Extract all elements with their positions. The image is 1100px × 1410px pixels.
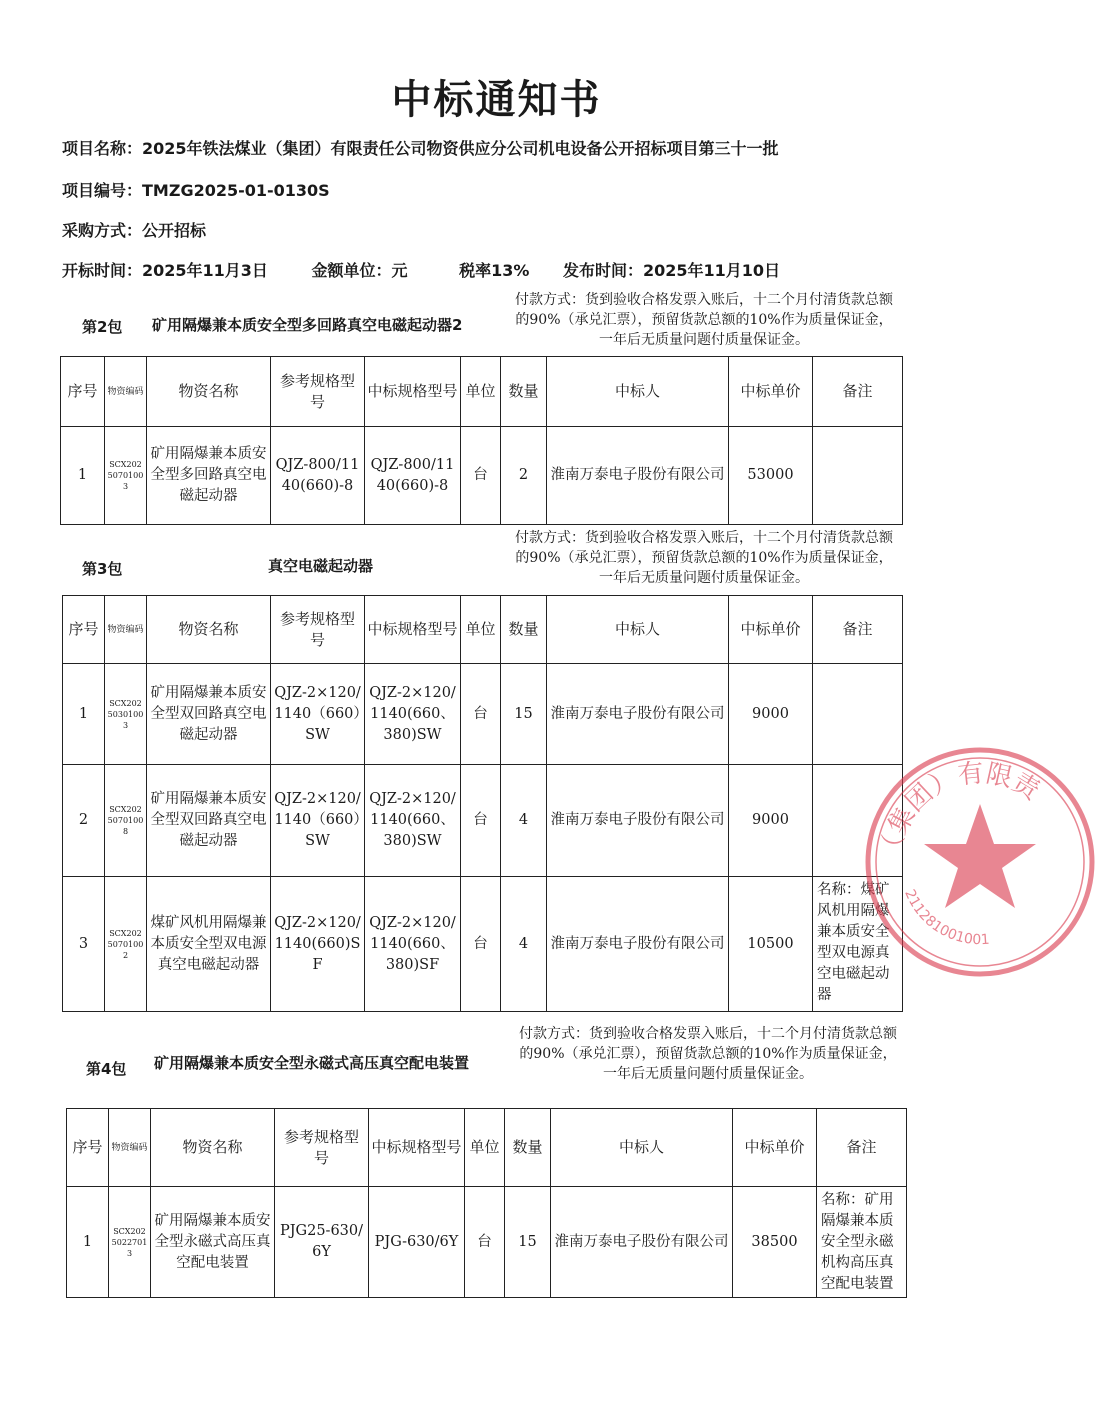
cell-seq: 3 xyxy=(63,877,105,1012)
header-unit: 单位 xyxy=(461,596,501,664)
header-note: 备注 xyxy=(813,357,903,427)
cell-name: 矿用隔爆兼本质安全型永磁式高压真空配电装置 xyxy=(151,1187,275,1298)
header-unit: 单位 xyxy=(465,1109,505,1187)
cell-bid-spec: QJZ-2×120/1140(660、380)SW xyxy=(365,765,461,877)
header-bid-spec: 中标规格型号 xyxy=(365,596,461,664)
header-bid-spec: 中标规格型号 xyxy=(365,357,461,427)
package-4-table xyxy=(66,1108,907,1298)
package-name: 矿用隔爆兼本质安全型多回路真空电磁起动器2 xyxy=(152,316,463,334)
header-bid-spec: 中标规格型号 xyxy=(369,1109,465,1187)
project-number: 项目编号：TMZG2025-01-0130S xyxy=(62,181,330,200)
table-row xyxy=(63,877,903,1012)
cell-qty: 4 xyxy=(501,877,547,1012)
header-name: 物资名称 xyxy=(151,1109,275,1187)
cell-code: SCX20250701008 xyxy=(105,765,147,877)
header-code: 物资编码 xyxy=(109,1109,151,1187)
cell-unit: 台 xyxy=(461,664,501,765)
header-seq: 序号 xyxy=(61,357,105,427)
cell-note xyxy=(817,1187,907,1298)
cell-bid-spec: QJZ-2×120/1140(660、380)SW xyxy=(365,664,461,765)
package-name: 真空电磁起动器 xyxy=(268,557,374,575)
package-number: 第3包 xyxy=(82,560,123,578)
cell-ref-spec: QJZ-800/1140(660)-8 xyxy=(271,427,365,525)
company-seal-stamp xyxy=(860,742,1100,982)
cell-qty: 4 xyxy=(501,765,547,877)
header-code: 物资编码 xyxy=(105,596,147,664)
header-winner: 中标人 xyxy=(547,357,729,427)
table-header-row xyxy=(67,1109,907,1187)
header-qty: 数量 xyxy=(501,357,547,427)
tax-rate: 税率13% xyxy=(459,261,530,280)
table-header-row xyxy=(63,596,903,664)
cell-unit: 台 xyxy=(461,765,501,877)
header-price: 中标单价 xyxy=(729,357,813,427)
cell-price: 38500 xyxy=(733,1187,817,1298)
package-name: 矿用隔爆兼本质安全型永磁式高压真空配电装置 xyxy=(154,1054,470,1072)
header-name: 物资名称 xyxy=(147,596,271,664)
cell-name: 煤矿风机用隔爆兼本质安全型双电源真空电磁起动器 xyxy=(147,877,271,1012)
cell-bid-spec: QJZ-2×120/1140(660、380)SF xyxy=(365,877,461,1012)
cell-code: SCX20250701003 xyxy=(105,427,147,525)
seal-star-icon xyxy=(924,804,1036,908)
cell-unit: 台 xyxy=(465,1187,505,1298)
header-winner: 中标人 xyxy=(547,596,729,664)
cell-ref-spec: PJG25-630/6Y xyxy=(275,1187,369,1298)
amount-unit: 金额单位：元 xyxy=(311,261,408,280)
cell-name: 矿用隔爆兼本质安全型多回路真空电磁起动器 xyxy=(147,427,271,525)
table-row xyxy=(61,427,903,525)
header-qty: 数量 xyxy=(505,1109,551,1187)
package-3-table xyxy=(62,595,903,1012)
header-ref-spec: 参考规格型号 xyxy=(271,357,365,427)
cell-winner: 淮南万泰电子股份有限公司 xyxy=(547,877,729,1012)
header-unit: 单位 xyxy=(461,357,501,427)
purchase-method: 采购方式：公开招标 xyxy=(62,221,207,240)
header-note: 备注 xyxy=(817,1109,907,1187)
cell-note xyxy=(813,427,903,525)
payment-terms: 付款方式：货到验收合格发票入账后，十二个月付清货款总额的90%（承兑汇票），预留货款总额的10%作为质量保证金，一年后无质量问题付质量保证金。 xyxy=(519,1026,897,1082)
cell-ref-spec: QJZ-2×120/1140（660）SW xyxy=(271,664,365,765)
header-ref-spec: 参考规格型号 xyxy=(271,596,365,664)
header-ref-spec: 参考规格型号 xyxy=(275,1109,369,1187)
table-header-row xyxy=(61,357,903,427)
header-qty: 数量 xyxy=(501,596,547,664)
seal-text: （集团）有限责 xyxy=(876,758,1045,864)
cell-ref-spec: QJZ-2×120/1140（660）SW xyxy=(271,765,365,877)
cell-price: 53000 xyxy=(729,427,813,525)
cell-bid-spec: PJG-630/6Y xyxy=(369,1187,465,1298)
header-winner: 中标人 xyxy=(551,1109,733,1187)
cell-winner: 淮南万泰电子股份有限公司 xyxy=(547,427,729,525)
header-price: 中标单价 xyxy=(729,596,813,664)
cell-name: 矿用隔爆兼本质安全型双回路真空电磁起动器 xyxy=(147,765,271,877)
cell-winner: 淮南万泰电子股份有限公司 xyxy=(547,664,729,765)
cell-unit: 台 xyxy=(461,427,501,525)
cell-seq: 1 xyxy=(61,427,105,525)
note-text: 名称：矿用隔爆兼本质安全型永磁机构高压真空配电装置 xyxy=(821,1192,894,1292)
cell-seq: 1 xyxy=(63,664,105,765)
table-row xyxy=(67,1187,907,1298)
header-code: 物资编码 xyxy=(105,357,147,427)
cell-qty: 2 xyxy=(501,427,547,525)
cell-seq: 2 xyxy=(63,765,105,877)
cell-qty: 15 xyxy=(505,1187,551,1298)
cell-name: 矿用隔爆兼本质安全型双回路真空电磁起动器 xyxy=(147,664,271,765)
cell-winner: 淮南万泰电子股份有限公司 xyxy=(547,765,729,877)
table-row xyxy=(63,765,903,877)
payment-terms: 付款方式：货到验收合格发票入账后，十二个月付清货款总额的90%（承兑汇票），预留货款总额的10%作为质量保证金，一年后无质量问题付质量保证金。 xyxy=(515,292,893,348)
cell-code: SCX20250701002 xyxy=(105,877,147,1012)
cell-winner: 淮南万泰电子股份有限公司 xyxy=(551,1187,733,1298)
table-row xyxy=(63,664,903,765)
header-price: 中标单价 xyxy=(733,1109,817,1187)
cell-seq: 1 xyxy=(67,1187,109,1298)
cell-price: 10500 xyxy=(729,877,813,1012)
header-seq: 序号 xyxy=(63,596,105,664)
cell-ref-spec: QJZ-2×120/1140(660)SF xyxy=(271,877,365,1012)
cell-code: SCX20250301003 xyxy=(105,664,147,765)
cell-bid-spec: QJZ-800/1140(660)-8 xyxy=(365,427,461,525)
header-seq: 序号 xyxy=(67,1109,109,1187)
cell-code: SCX20250227013 xyxy=(109,1187,151,1298)
note-text: 名称：煤矿风机用隔爆兼本质安全型双电源真空电磁起动器 xyxy=(817,882,890,1003)
header-name: 物资名称 xyxy=(147,357,271,427)
open-time: 开标时间：2025年11月3日 xyxy=(62,261,268,280)
header-note: 备注 xyxy=(813,596,903,664)
cell-qty: 15 xyxy=(501,664,547,765)
package-number: 第4包 xyxy=(86,1060,127,1078)
payment-terms: 付款方式：货到验收合格发票入账后，十二个月付清货款总额的90%（承兑汇票），预留货款总额的10%作为质量保证金，一年后无质量问题付质量保证金。 xyxy=(515,530,893,586)
package-2-table xyxy=(60,356,903,525)
package-number: 第2包 xyxy=(82,318,123,336)
info-line xyxy=(62,258,780,281)
cell-unit: 台 xyxy=(461,877,501,1012)
project-name: 项目名称：2025年铁法煤业（集团）有限责任公司物资供应分公司机电设备公开招标项目第三十一批 xyxy=(62,139,779,158)
seal-number: 211281001001 xyxy=(901,887,991,949)
cell-price: 9000 xyxy=(729,765,813,877)
cell-price: 9000 xyxy=(729,664,813,765)
page-title: 中标通知书 xyxy=(391,77,602,123)
publish-time: 发布时间：2025年11月10日 xyxy=(563,261,781,280)
